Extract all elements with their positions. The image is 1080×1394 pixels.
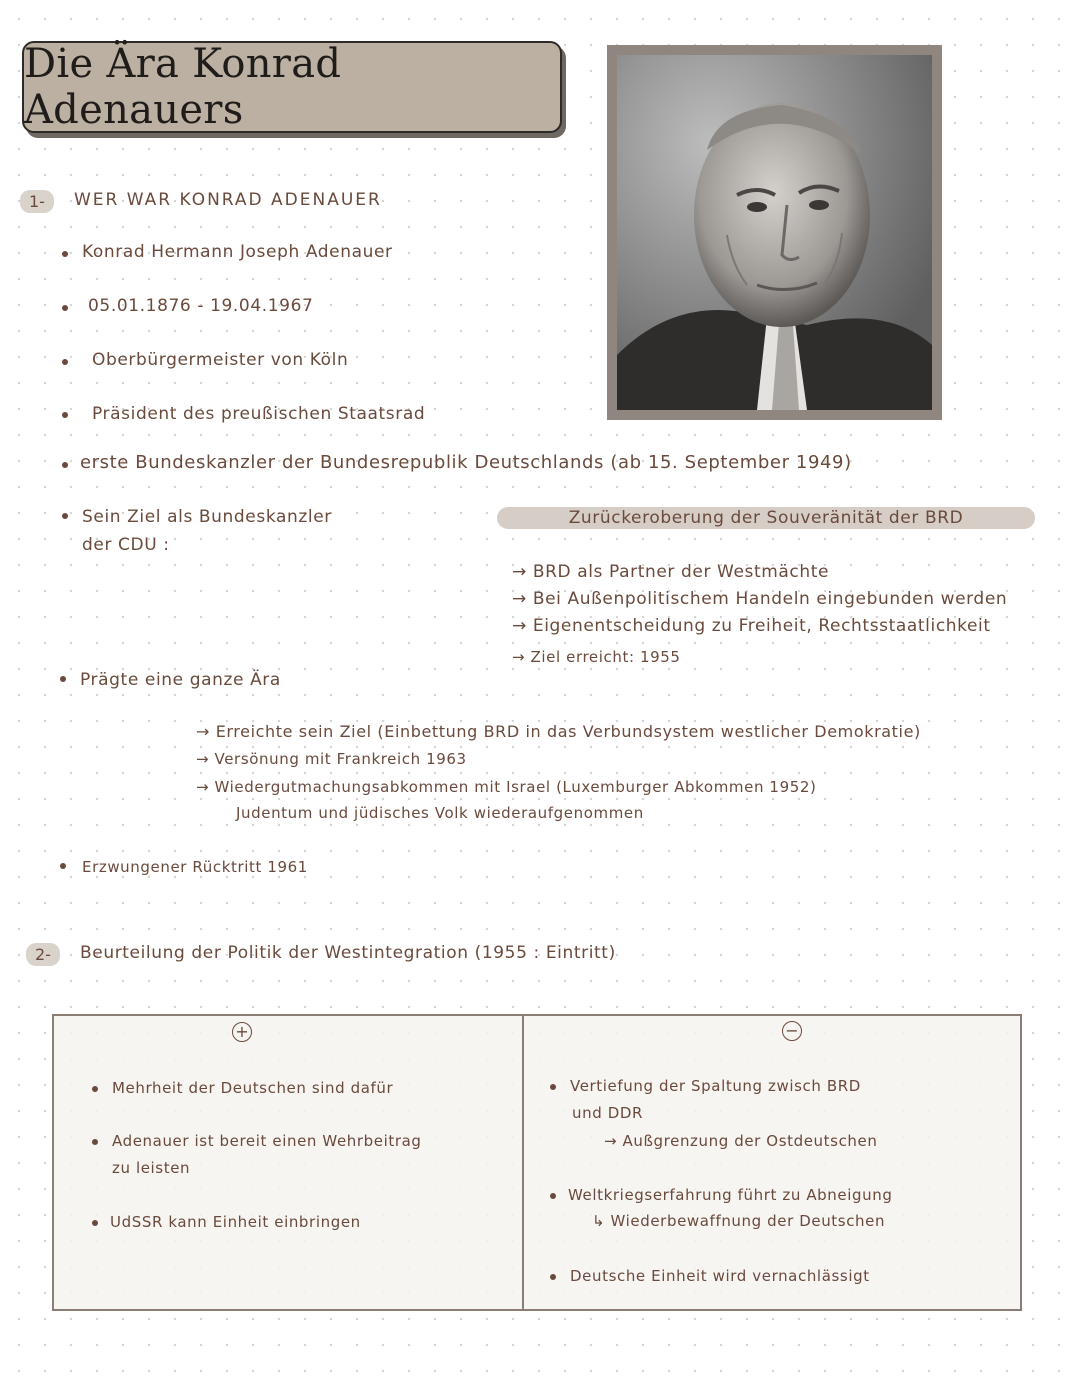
- portrait-image: [617, 55, 932, 410]
- bullet-icon: [62, 462, 68, 468]
- pro-item: Adenauer ist bereit einen Wehrbeitrag: [112, 1132, 422, 1150]
- pro-item-continued: zu leisten: [112, 1159, 191, 1177]
- bullet-icon: [92, 1220, 98, 1226]
- era-point: → Erreichte sein Ziel (Einbettung BRD in das Verbundsystem westlicher Demokratie): [196, 722, 921, 741]
- era-point: → Wiedergutmachungsabkommen mit Israel (Luxemburger Abkommen 1952): [196, 778, 817, 796]
- bullet-icon: [92, 1139, 98, 1145]
- bullet-icon: [62, 412, 68, 418]
- plus-icon: [232, 1022, 252, 1042]
- bullet-icon: [550, 1274, 556, 1280]
- goal-point: → Bei Außenpolitischem Handeln eingebunden werden: [512, 589, 1008, 609]
- era-point: → Versönung mit Frankreich 1963: [196, 750, 467, 768]
- minus-icon: [782, 1021, 802, 1041]
- bullet-icon: [550, 1193, 556, 1199]
- con-item: Weltkriegserfahrung führt zu Abneigung: [568, 1186, 893, 1204]
- pro-item: Mehrheit der Deutschen sind dafür: [112, 1079, 394, 1097]
- goal-point: → Eigenentscheidung zu Freiheit, Rechtsstaatlichkeit: [512, 616, 991, 636]
- bullet-icon: [62, 359, 68, 365]
- evaluation-table: [52, 1014, 1022, 1311]
- bullet-icon: [62, 305, 68, 311]
- section-1-number: 1-: [20, 190, 54, 213]
- section-2-number: 2-: [26, 943, 60, 966]
- pro-item: UdSSR kann Einheit einbringen: [110, 1213, 361, 1231]
- list-item-dates: 05.01.1876 - 19.04.1967: [88, 296, 314, 316]
- goal-point: → BRD als Partner der Westmächte: [512, 562, 830, 582]
- bullet-icon: [62, 251, 68, 257]
- list-item-mayor: Oberbürgermeister von Köln: [92, 350, 349, 370]
- bullet-icon: [60, 676, 66, 682]
- portrait-photo: [607, 45, 942, 420]
- con-item: Deutsche Einheit wird vernachlässigt: [570, 1267, 870, 1285]
- goal-highlight: Zurückeroberung der Souveränität der BRD: [497, 507, 1035, 529]
- con-symbol: −: [785, 1021, 799, 1040]
- section-2-heading: Beurteilung der Politik der Westintegration (1955 : Eintritt): [80, 943, 616, 963]
- bullet-icon: [60, 863, 66, 869]
- con-item: Vertiefung der Spaltung zwisch BRD: [570, 1077, 861, 1095]
- list-item-chancellor: erste Bundeskanzler der Bundesrepublik Deutschlands (ab 15. September 1949): [80, 452, 852, 473]
- bullet-icon: [550, 1084, 556, 1090]
- con-item-continued: und DDR: [572, 1104, 644, 1122]
- goal-label-line2: der CDU :: [82, 535, 170, 555]
- list-item-name: Konrad Hermann Joseph Adenauer: [82, 242, 393, 262]
- con-subitem: ↳ Wiederbewaffnung der Deutschen: [592, 1212, 886, 1230]
- goal-point: → Ziel erreicht: 1955: [512, 648, 681, 666]
- era-point: Judentum und jüdisches Volk wiederaufgenommen: [236, 804, 644, 822]
- section-1-heading: WER WAR KONRAD ADENAUER: [74, 190, 382, 210]
- page-title: Die Ära Konrad Adenauers: [24, 41, 342, 133]
- table-divider: [522, 1014, 524, 1311]
- list-item-president: Präsident des preußischen Staatsrad: [92, 404, 426, 424]
- pro-symbol: +: [235, 1022, 249, 1041]
- title-box: [22, 41, 562, 133]
- con-subitem: → Außgrenzung der Ostdeutschen: [604, 1132, 878, 1150]
- bullet-icon: [62, 513, 68, 519]
- bullet-icon: [92, 1086, 98, 1092]
- era-label: Prägte eine ganze Ära: [80, 670, 281, 690]
- resignation: Erzwungener Rücktritt 1961: [82, 858, 308, 876]
- goal-label-line1: Sein Ziel als Bundeskanzler: [82, 507, 332, 527]
